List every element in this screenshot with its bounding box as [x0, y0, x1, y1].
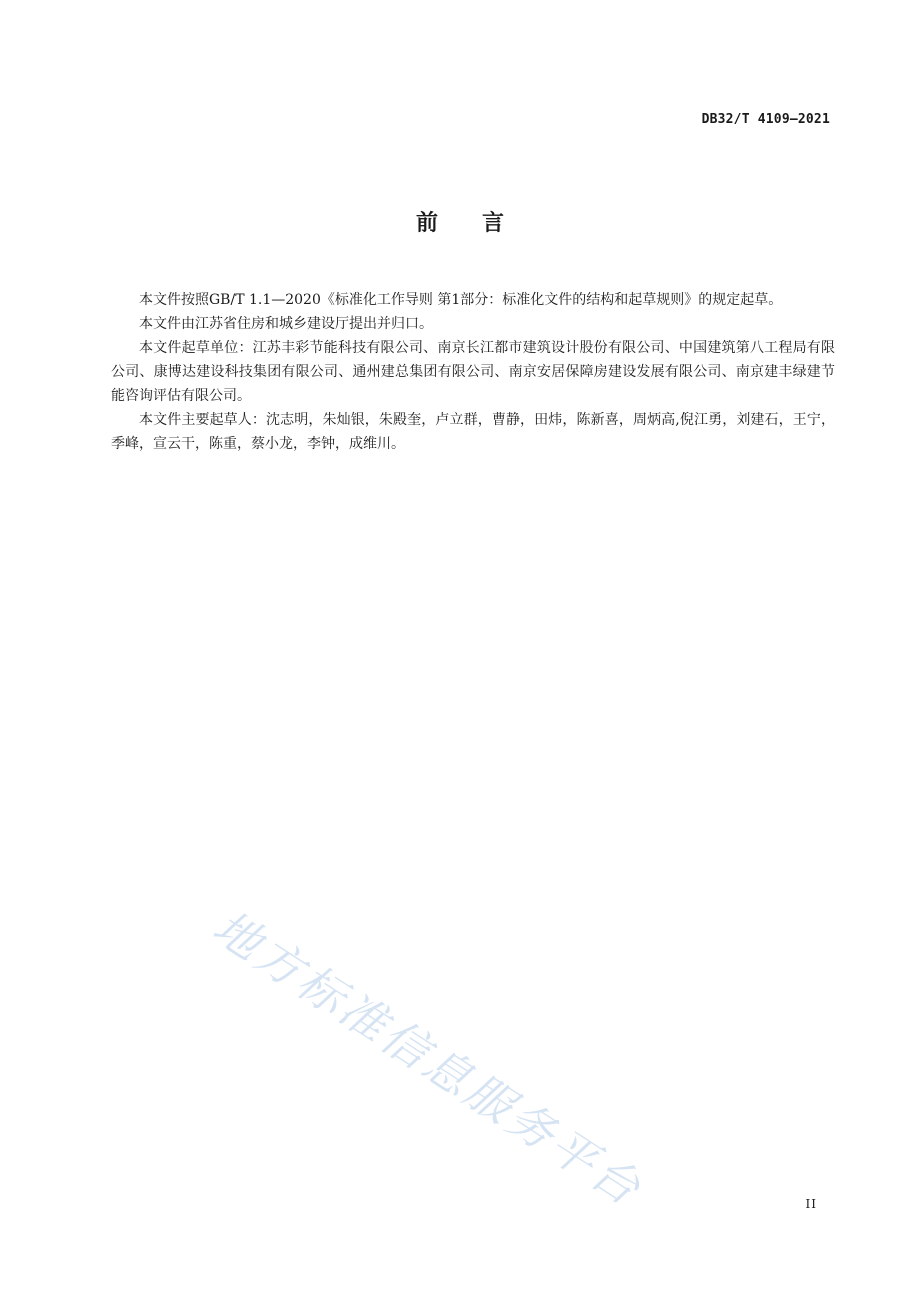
paragraph-drafting-rules: 本文件按照GB/T 1.1—2020《标准化工作导则 第1部分：标准化文件的结构和起草规则》的规定起草。	[139, 292, 783, 308]
document-code: DB32/T 4109—2021	[701, 112, 830, 127]
page-number: II	[805, 1197, 817, 1211]
section-title-char-2: 言	[482, 211, 505, 236]
paragraph-drafting-units: 本文件起草单位：江苏丰彩节能科技有限公司、南京长江都市建筑设计股份有限公司、中国建筑第八工程局有限公司、康博达建设科技集团有限公司、通州建总集团有限公司、南京安居保障房建设发展有限公司、南京建丰绿建节能咨询评估有限公司。	[111, 340, 835, 404]
section-title	[0, 206, 920, 237]
paragraph-proposer: 本文件由江苏省住房和城乡建设厅提出并归口。	[139, 316, 433, 332]
section-title-char-1: 前	[415, 211, 438, 236]
foreword-body	[111, 288, 835, 456]
watermark: 地方标准信息服务平台	[203, 899, 653, 1218]
paragraph-drafters: 本文件主要起草人：沈志明，朱灿银，朱殿奎，卢立群，曹静，田炜，陈新喜，周炳高,倪江勇，刘建石，王宁，季峰，宣云干，陈重，蔡小龙，李钟，成维川。	[111, 412, 835, 452]
